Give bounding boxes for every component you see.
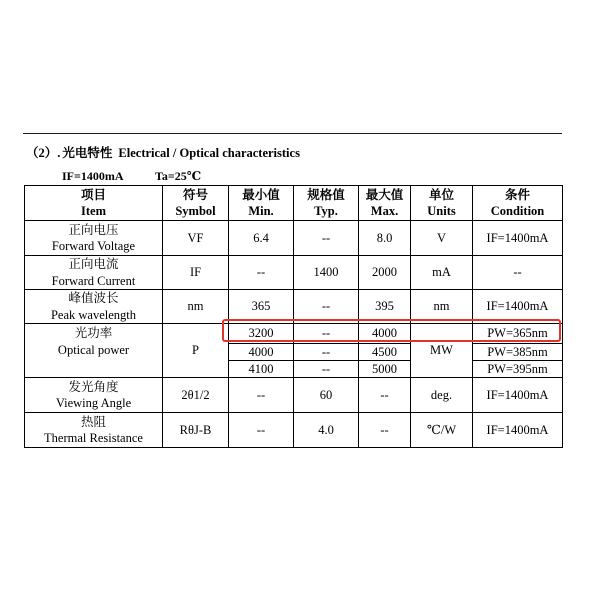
header-min [229,186,294,221]
header-max-en: Max. [370,204,399,218]
max-cell: 2000 [359,256,411,290]
max-cell: -- [359,413,411,448]
condition-cell: -- [473,256,563,290]
max-cell: 8.0 [359,221,411,256]
header-min-en: Min. [248,204,274,218]
condition-cell: PW=385nm [473,344,563,361]
ambient-temperature: Ta=25℃ [155,169,202,183]
section-title-en: Electrical / Optical characteristics [118,146,300,160]
max-cell: 395 [359,290,411,324]
header-units-en: Units [427,204,456,218]
item-en: Optical power [57,342,130,357]
header-typ-en: Typ. [314,204,338,218]
item-peak-wavelength [25,290,163,324]
header-units-cn: 单位 [428,187,454,202]
spec-table [24,185,563,448]
item-cn: 热阻 [80,414,106,429]
header-item-en: Item [81,204,106,218]
header-item-cn: 项目 [80,187,106,202]
max-cell: 5000 [359,361,411,378]
table-row [25,378,563,413]
symbol-cell: RθJ-B [163,413,229,448]
test-current: IF=1400mA [62,169,124,183]
min-cell: 365 [229,290,294,324]
section-title [26,145,300,161]
condition-cell: IF=1400mA [473,413,563,448]
typ-cell: -- [294,324,359,344]
unit-cell: ℃/W [411,413,473,448]
item-en: Viewing Angle [55,396,132,410]
header-typ-cn: 规格值 [307,187,345,202]
item-viewing-angle [25,378,163,413]
typ-cell: -- [294,290,359,324]
typ-cell: -- [294,344,359,361]
header-min-cn: 最小值 [242,187,280,202]
header-symbol-cn: 符号 [182,187,208,202]
symbol-cell: P [163,324,229,378]
condition-cell: IF=1400mA [473,378,563,413]
min-cell: 3200 [229,324,294,344]
max-cell: -- [359,378,411,413]
min-cell: -- [229,378,294,413]
unit-cell: deg. [411,378,473,413]
header-max-cn: 最大值 [365,187,404,202]
typ-cell: 1400 [294,256,359,290]
header-units [411,186,473,221]
header-max [359,186,411,221]
top-rule [23,133,562,134]
unit-cell: V [411,221,473,256]
item-cn: 峰值波长 [68,291,119,305]
test-conditions [62,168,262,184]
item-cn: 发光角度 [68,379,119,394]
header-typ [294,186,359,221]
unit-cell: MW [411,324,473,378]
table-row [25,324,563,344]
table-row [25,413,563,448]
header-condition-cn: 条件 [504,187,530,202]
header-condition-en: Condition [490,204,545,218]
typ-cell: 4.0 [294,413,359,448]
table-row [25,221,563,256]
item-forward-voltage [25,221,163,256]
table-row [25,290,563,324]
condition-cell: PW=365nm [473,324,563,344]
item-forward-current [25,256,163,290]
condition-cell: IF=1400mA [473,290,563,324]
item-en: Forward Current [51,273,136,288]
header-condition [473,186,563,221]
item-en: Thermal Resistance [44,431,143,445]
section-number: （2）. [26,146,61,160]
item-en: Forward Voltage [51,239,136,253]
header-symbol [163,186,229,221]
item-thermal-resistance [25,413,163,448]
symbol-cell: nm [163,290,229,324]
symbol-cell: IF [163,256,229,290]
min-cell: 4000 [229,344,294,361]
item-cn: 正向电压 [68,222,119,237]
item-en: Peak wavelength [50,307,137,322]
table-row [25,256,563,290]
header-item [25,186,163,221]
min-cell: -- [229,256,294,290]
condition-cell: IF=1400mA [473,221,563,256]
typ-cell: -- [294,361,359,378]
item-optical-power [25,324,163,378]
header-symbol-en: Symbol [175,204,216,218]
min-cell: 4100 [229,361,294,378]
item-cn: 光功率 [74,326,113,340]
item-cn: 正向电流 [68,257,119,271]
symbol-cell: VF [163,221,229,256]
min-cell: 6.4 [229,221,294,256]
section-title-cn: 光电特性 [62,146,113,160]
unit-cell: mA [411,256,473,290]
min-cell: -- [229,413,294,448]
unit-cell: nm [411,290,473,324]
typ-cell: -- [294,221,359,256]
symbol-cell: 2θ1/2 [163,378,229,413]
condition-cell: PW=395nm [473,361,563,378]
typ-cell: 60 [294,378,359,413]
max-cell: 4500 [359,344,411,361]
max-cell: 4000 [359,324,411,344]
table-header-row [25,186,563,221]
